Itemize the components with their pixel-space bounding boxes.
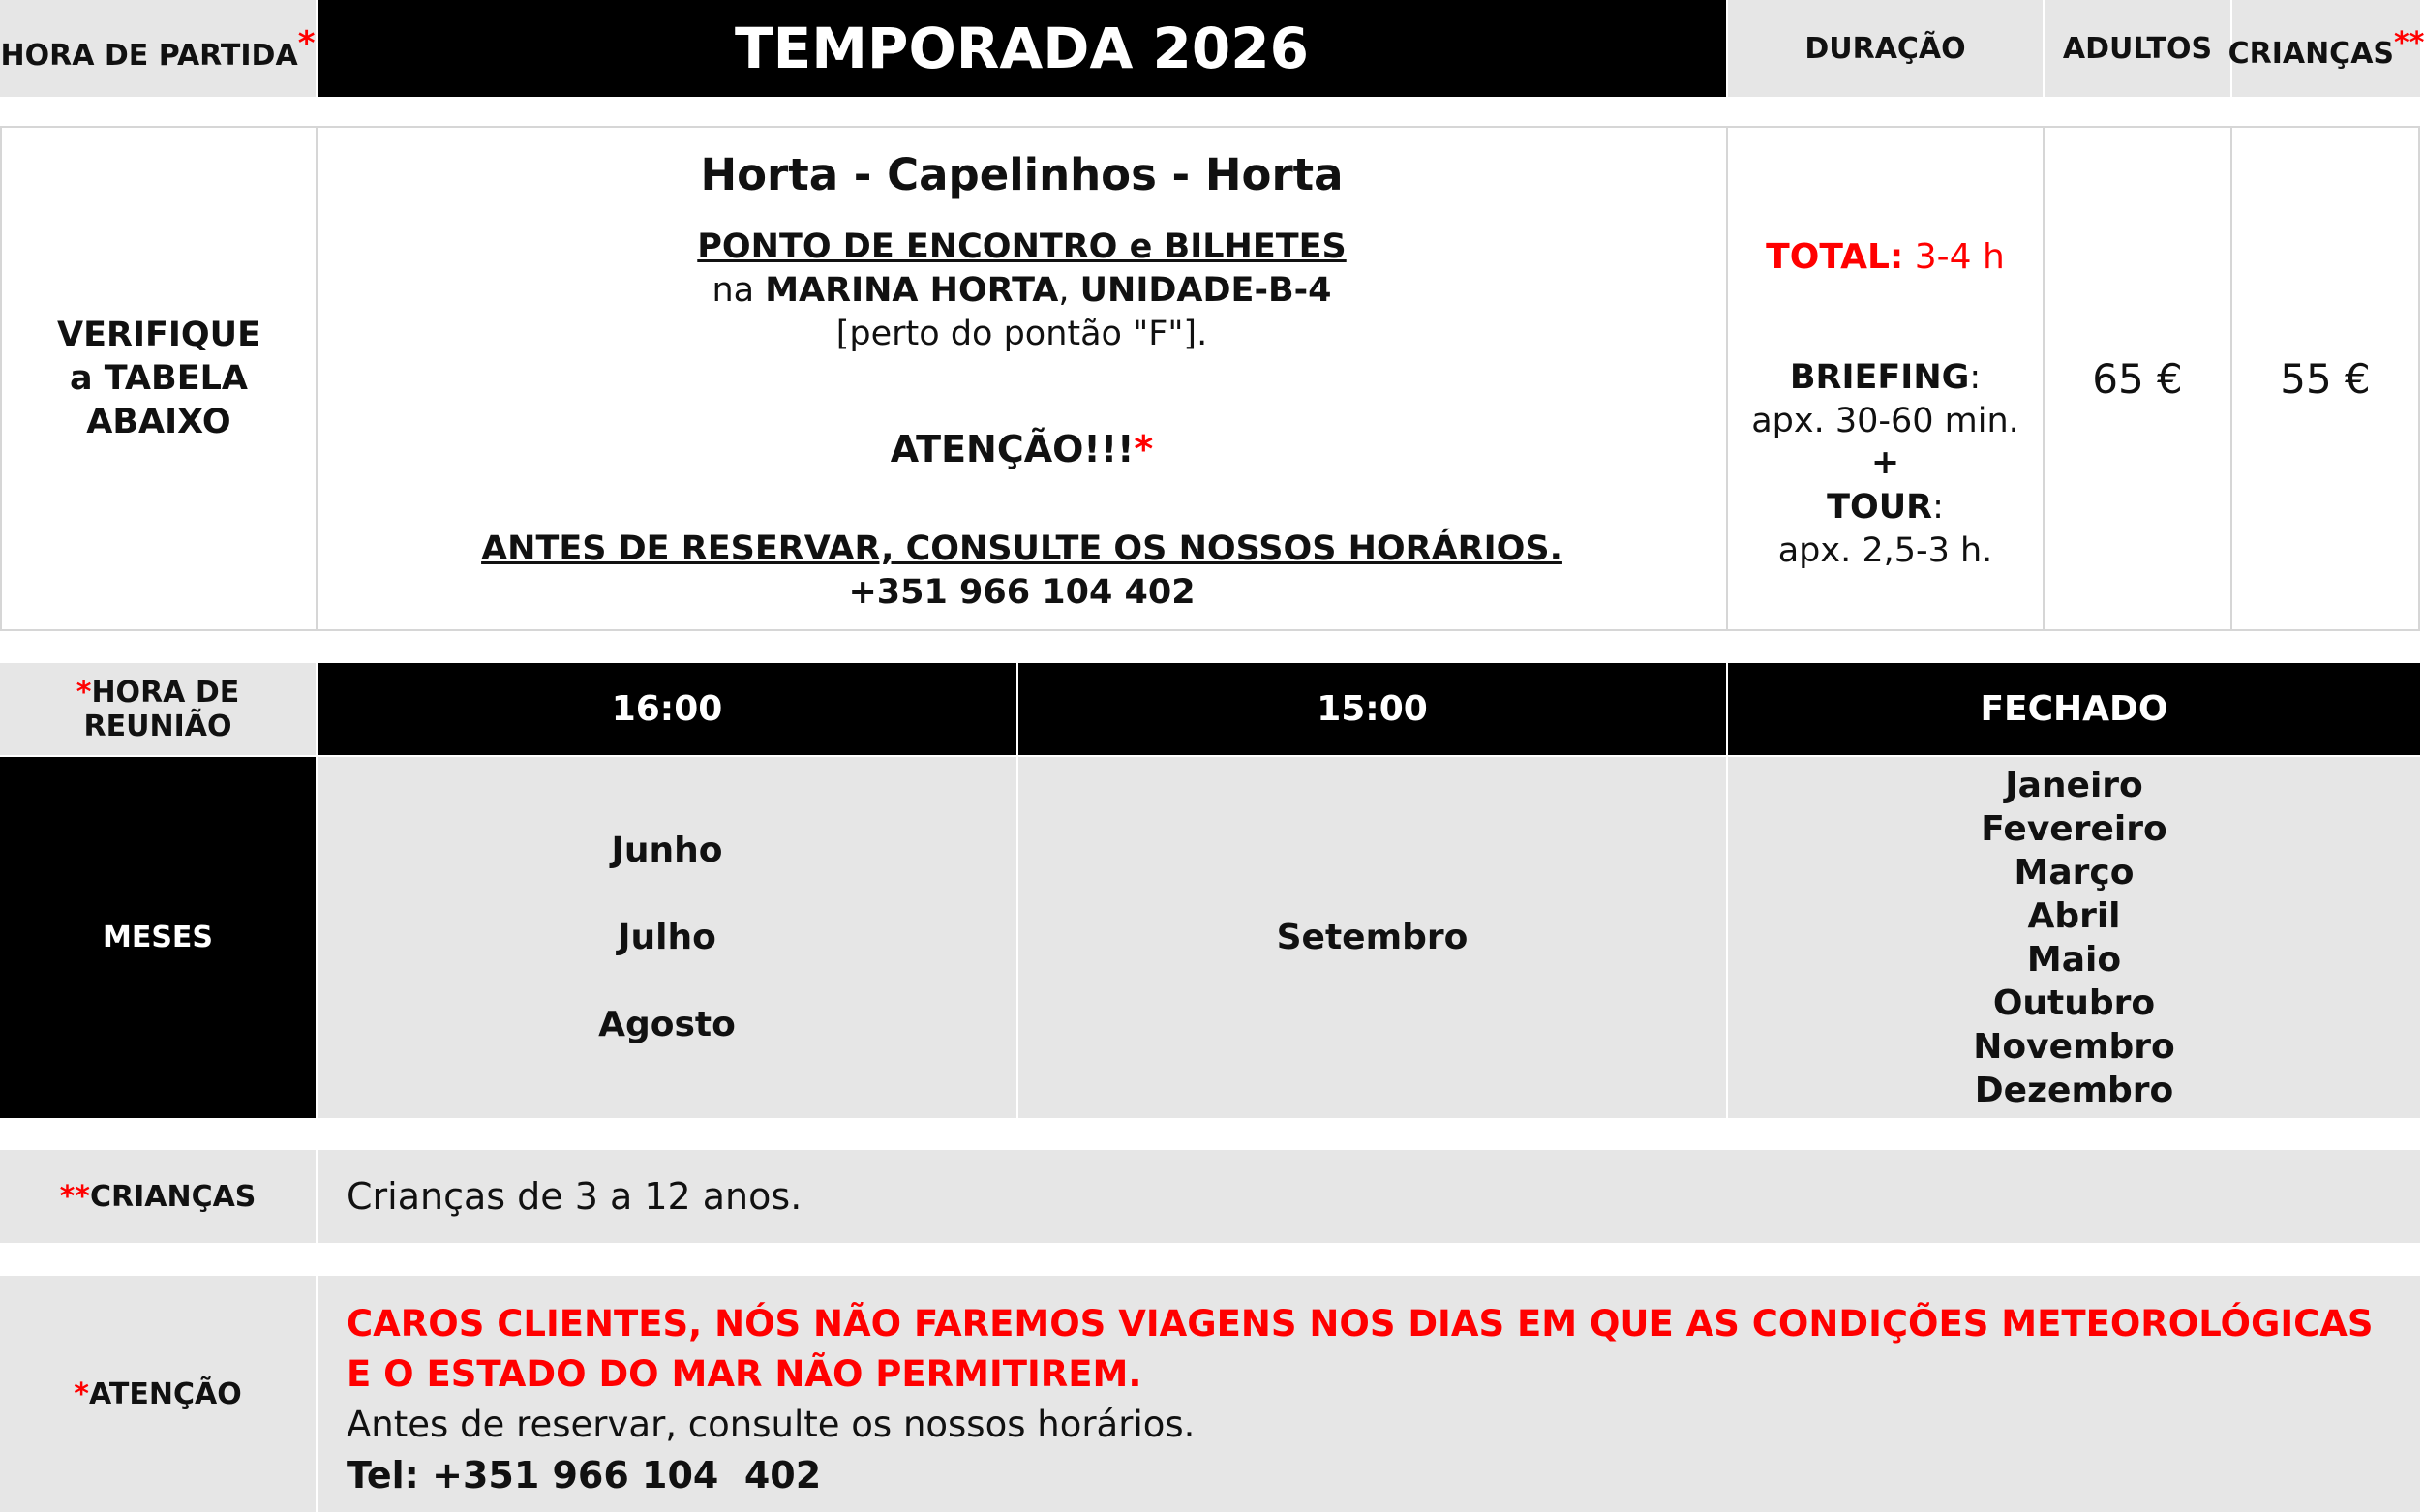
notice-label: ATENÇÃO [89,1376,242,1411]
month-item: Março [2014,852,2135,892]
asterisk-mark: * [1134,428,1154,470]
meeting-point-heading: PONTO DE ENCONTRO e BILHETES [697,227,1347,266]
phone-number: +351 966 104 402 [848,573,1196,612]
tour-line: TOUR: [1827,488,1944,527]
months-1500 [1018,757,1726,1118]
departure-time-label: HORA DE PARTIDA [0,39,298,73]
notice-label-cell [0,1276,316,1512]
season-title-cell [318,0,1726,97]
asterisk-mark: * [76,675,92,710]
unit-name: UNIDADE-B-4 [1079,271,1332,310]
month-item: Novembro [1973,1026,2175,1067]
adult-price: 65 € [2092,354,2183,403]
adult-price-cell [2043,126,2232,631]
month-item: Dezembro [1974,1070,2174,1110]
meeting-time-label: HORA DE REUNIÃO [83,675,240,743]
months-1600 [318,757,1016,1118]
month-item: Outubro [1992,983,2156,1023]
double-asterisk-mark: ** [59,1179,90,1214]
month-item: Agosto [598,1005,736,1044]
check-table-line: ABAIXO [86,402,231,441]
children-age-text: Crianças de 3 a 12 anos. [347,1175,803,1218]
time-header-1600: 16:00 [318,663,1016,755]
children-info-label-cell [0,1150,316,1243]
month-item: Maio [2026,939,2122,980]
duration-label: DURAÇÃO [1804,31,1966,66]
total-duration: TOTAL: 3-4 h [1766,237,2005,277]
children-header [2227,0,2424,97]
consult-schedule-text: ANTES DE RESERVAR, CONSULTE OS NOSSOS HORÁRIOS. [481,529,1562,568]
weather-warning-line: CAROS CLIENTES, NÓS NÃO FAREMOS VIAGENS NOS DIAS EM QUE AS CONDIÇÕES METEOROLÓGICAS [347,1303,2374,1345]
tour-description-cell [316,126,1728,631]
check-table-line: a TABELA [69,358,248,398]
notice-text-cell [318,1276,2420,1512]
tour-value: apx. 2,5-3 h. [1777,531,1993,570]
child-price: 55 € [2280,354,2371,403]
check-table-line: VERIFIQUE [57,315,260,354]
time-header-1500: 15:00 [1018,663,1726,755]
month-item: Janeiro [2005,765,2143,805]
asterisk-mark: * [297,24,316,63]
months-closed [1728,757,2420,1118]
months-label-cell [0,757,316,1118]
children-info-label: CRIANÇAS [89,1179,257,1214]
child-price-cell [2230,126,2420,631]
meeting-time-header [0,663,316,755]
time-header-closed: FECHADO [1728,663,2420,755]
month-item: Abril [2027,895,2121,936]
children-label: CRIANÇAS [2227,37,2395,71]
briefing-line: BRIEFING: [1789,358,1982,397]
weather-warning-line: E O ESTADO DO MAR NÃO PERMITIREM. [347,1353,1142,1395]
check-table-cell [0,126,318,631]
double-asterisk-mark: ** [2394,26,2424,60]
months-label: MESES [102,921,214,954]
children-info-text-cell [318,1150,2420,1243]
month-item: Fevereiro [1981,808,2167,849]
month-item: Julho [618,918,716,957]
location-line: na MARINA HORTA, UNIDADE-B-4 [712,271,1332,310]
asterisk-mark: * [74,1376,89,1411]
notice-phone: Tel: +351 966 104 402 [347,1454,822,1497]
plus-sign: + [1870,443,1900,482]
season-title: TEMPORADA 2026 [735,15,1309,81]
duration-cell [1726,126,2045,631]
month-item: Setembro [1276,918,1469,957]
consult-schedule-note: Antes de reservar, consulte os nossos horários. [347,1404,1196,1445]
departure-time-header [0,0,316,97]
duration-header [1728,0,2043,97]
adults-label: ADULTOS [2062,31,2213,66]
marina-name: MARINA HORTA [765,271,1059,310]
adults-header [2045,0,2230,97]
location-note: [perto do pontão "F"]. [835,315,1208,353]
month-item: Junho [611,831,723,870]
attention-heading: ATENÇÃO!!!* [890,428,1154,470]
briefing-value: apx. 30-60 min. [1751,402,2019,440]
route-title: Horta - Capelinhos - Horta [700,149,1344,200]
